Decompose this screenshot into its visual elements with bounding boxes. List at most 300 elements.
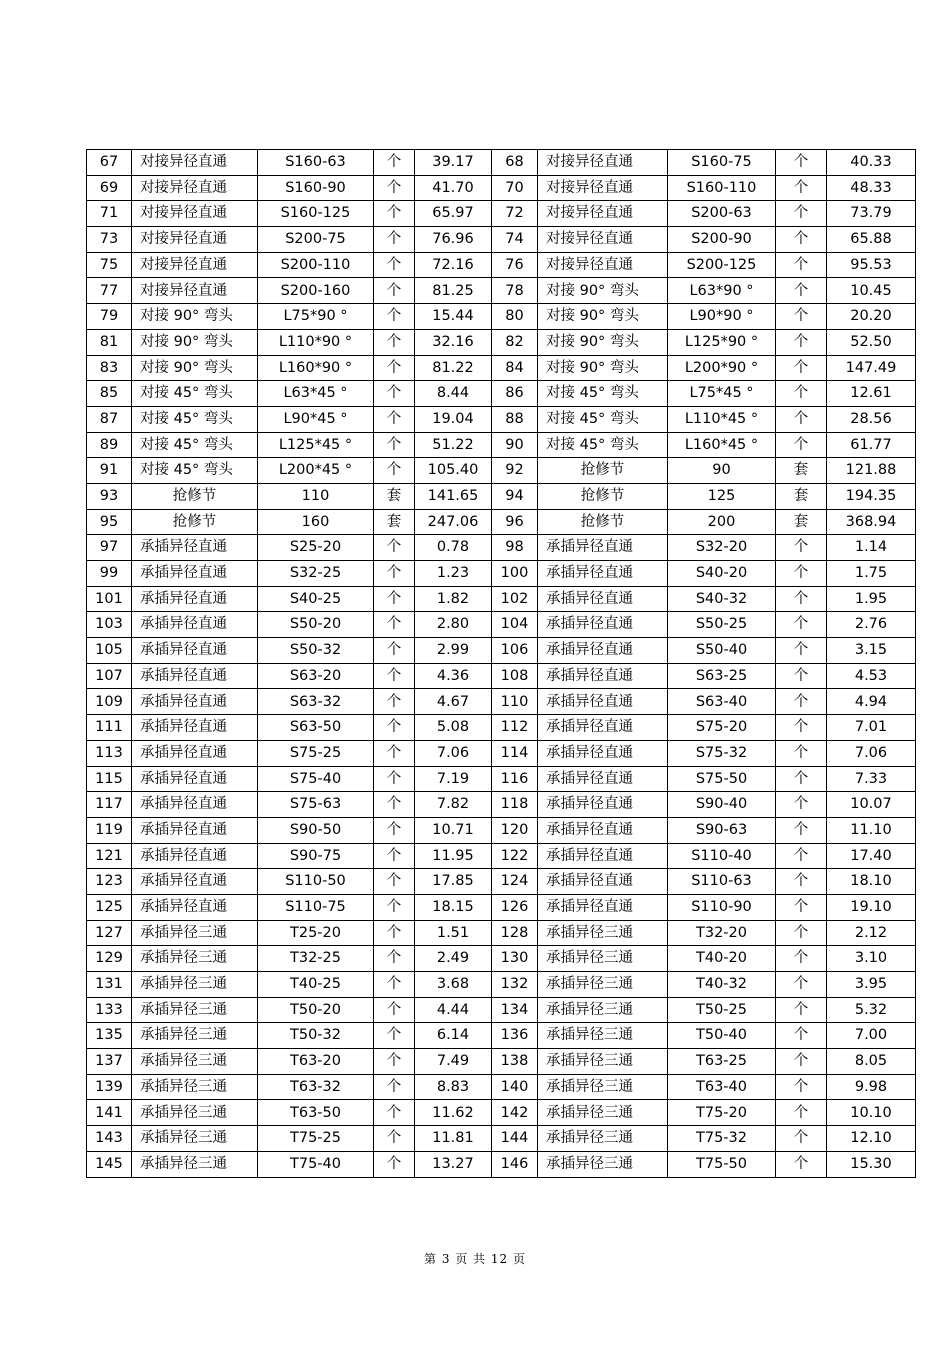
cell-no: 134	[492, 997, 538, 1023]
table-row	[87, 201, 916, 227]
table-row	[87, 894, 916, 920]
cell-spec: S110-63	[668, 869, 776, 895]
cell-name: 承插异径三通	[538, 1126, 668, 1152]
cell-spec: L110*90 °	[258, 329, 374, 355]
cell-name: 承插异径直通	[538, 843, 668, 869]
cell-spec: S160-110	[668, 175, 776, 201]
cell-spec: T63-40	[668, 1074, 776, 1100]
cell-price: 1.82	[415, 586, 492, 612]
cell-name: 承插异径三通	[132, 946, 258, 972]
cell-spec: S50-40	[668, 638, 776, 664]
cell-unit: 套	[776, 483, 827, 509]
cell-unit: 个	[776, 355, 827, 381]
cell-name: 承插异径直通	[132, 535, 258, 561]
cell-no: 69	[87, 175, 132, 201]
cell-spec: 160	[258, 509, 374, 535]
table-row	[87, 1049, 916, 1075]
cell-price: 65.88	[827, 227, 916, 253]
cell-price: 7.19	[415, 766, 492, 792]
table-row	[87, 638, 916, 664]
cell-unit: 个	[776, 1023, 827, 1049]
cell-price: 4.94	[827, 689, 916, 715]
cell-name: 承插异径直通	[538, 663, 668, 689]
cell-unit: 个	[374, 329, 415, 355]
cell-unit: 个	[374, 304, 415, 330]
cell-price: 5.08	[415, 715, 492, 741]
cell-unit: 个	[374, 869, 415, 895]
cell-unit: 个	[374, 150, 415, 176]
cell-spec: T75-20	[668, 1100, 776, 1126]
cell-unit: 套	[776, 509, 827, 535]
cell-unit: 个	[776, 175, 827, 201]
cell-unit: 个	[374, 920, 415, 946]
cell-spec: S160-125	[258, 201, 374, 227]
table-row	[87, 483, 916, 509]
cell-no: 118	[492, 792, 538, 818]
cell-name: 承插异径三通	[132, 1100, 258, 1126]
cell-unit: 个	[374, 1100, 415, 1126]
cell-no: 75	[87, 252, 132, 278]
cell-name: 承插异径直通	[132, 843, 258, 869]
cell-price: 7.82	[415, 792, 492, 818]
cell-unit: 个	[374, 715, 415, 741]
cell-unit: 个	[374, 946, 415, 972]
cell-spec: S40-32	[668, 586, 776, 612]
table-row	[87, 689, 916, 715]
cell-price: 10.10	[827, 1100, 916, 1126]
cell-price: 147.49	[827, 355, 916, 381]
cell-spec: 90	[668, 458, 776, 484]
cell-name: 对接 90° 弯头	[538, 304, 668, 330]
cell-name: 抢修节	[538, 483, 668, 509]
cell-name: 对接异径直通	[132, 252, 258, 278]
cell-no: 72	[492, 201, 538, 227]
cell-unit: 个	[776, 406, 827, 432]
cell-name: 承插异径三通	[132, 972, 258, 998]
cell-unit: 个	[374, 1151, 415, 1177]
cell-price: 76.96	[415, 227, 492, 253]
cell-name: 对接 90° 弯头	[538, 329, 668, 355]
cell-price: 11.62	[415, 1100, 492, 1126]
cell-no: 106	[492, 638, 538, 664]
cell-spec: S40-25	[258, 586, 374, 612]
cell-price: 2.12	[827, 920, 916, 946]
cell-no: 93	[87, 483, 132, 509]
cell-spec: T32-25	[258, 946, 374, 972]
cell-price: 11.10	[827, 817, 916, 843]
cell-unit: 个	[776, 304, 827, 330]
table-row	[87, 278, 916, 304]
cell-spec: S200-63	[668, 201, 776, 227]
cell-spec: S63-25	[668, 663, 776, 689]
table-row	[87, 509, 916, 535]
cell-no: 97	[87, 535, 132, 561]
cell-unit: 套	[374, 483, 415, 509]
cell-price: 17.85	[415, 869, 492, 895]
cell-unit: 个	[374, 689, 415, 715]
cell-price: 0.78	[415, 535, 492, 561]
cell-no: 86	[492, 381, 538, 407]
cell-unit: 个	[776, 278, 827, 304]
cell-unit: 个	[776, 535, 827, 561]
cell-no: 71	[87, 201, 132, 227]
cell-spec: S160-75	[668, 150, 776, 176]
cell-name: 对接异径直通	[538, 252, 668, 278]
cell-spec: S90-75	[258, 843, 374, 869]
cell-no: 102	[492, 586, 538, 612]
cell-spec: L160*90 °	[258, 355, 374, 381]
cell-no: 143	[87, 1126, 132, 1152]
table-row	[87, 663, 916, 689]
cell-price: 121.88	[827, 458, 916, 484]
table-row	[87, 792, 916, 818]
cell-price: 3.15	[827, 638, 916, 664]
cell-price: 65.97	[415, 201, 492, 227]
cell-unit: 个	[776, 329, 827, 355]
cell-spec: L75*45 °	[668, 381, 776, 407]
cell-spec: S40-20	[668, 561, 776, 587]
cell-price: 6.14	[415, 1023, 492, 1049]
cell-name: 承插异径三通	[538, 1151, 668, 1177]
cell-price: 1.95	[827, 586, 916, 612]
table-row	[87, 869, 916, 895]
cell-name: 承插异径直通	[132, 689, 258, 715]
cell-price: 4.36	[415, 663, 492, 689]
cell-price: 368.94	[827, 509, 916, 535]
cell-no: 122	[492, 843, 538, 869]
cell-name: 对接 90° 弯头	[132, 355, 258, 381]
cell-spec: S50-20	[258, 612, 374, 638]
cell-spec: S110-40	[668, 843, 776, 869]
cell-name: 承插异径直通	[132, 792, 258, 818]
cell-no: 123	[87, 869, 132, 895]
cell-price: 81.22	[415, 355, 492, 381]
cell-no: 108	[492, 663, 538, 689]
cell-no: 145	[87, 1151, 132, 1177]
cell-unit: 个	[374, 458, 415, 484]
cell-spec: S200-110	[258, 252, 374, 278]
table-row	[87, 1023, 916, 1049]
cell-price: 15.44	[415, 304, 492, 330]
cell-price: 12.10	[827, 1126, 916, 1152]
cell-name: 对接异径直通	[132, 175, 258, 201]
cell-unit: 个	[374, 252, 415, 278]
cell-unit: 个	[776, 612, 827, 638]
cell-spec: S50-25	[668, 612, 776, 638]
cell-unit: 个	[776, 586, 827, 612]
table-row	[87, 458, 916, 484]
cell-spec: S75-40	[258, 766, 374, 792]
cell-price: 7.06	[827, 740, 916, 766]
cell-price: 4.44	[415, 997, 492, 1023]
cell-no: 117	[87, 792, 132, 818]
cell-name: 承插异径三通	[538, 1074, 668, 1100]
cell-unit: 个	[374, 792, 415, 818]
cell-name: 承插异径直通	[538, 766, 668, 792]
cell-name: 抢修节	[538, 509, 668, 535]
cell-name: 对接异径直通	[538, 175, 668, 201]
cell-price: 10.71	[415, 817, 492, 843]
cell-unit: 个	[374, 278, 415, 304]
cell-spec: S75-20	[668, 715, 776, 741]
cell-price: 2.99	[415, 638, 492, 664]
cell-no: 119	[87, 817, 132, 843]
cell-name: 承插异径三通	[538, 972, 668, 998]
cell-no: 73	[87, 227, 132, 253]
cell-no: 77	[87, 278, 132, 304]
cell-spec: L63*90 °	[668, 278, 776, 304]
cell-price: 3.95	[827, 972, 916, 998]
cell-spec: S110-75	[258, 894, 374, 920]
cell-no: 68	[492, 150, 538, 176]
cell-spec: L110*45 °	[668, 406, 776, 432]
cell-no: 80	[492, 304, 538, 330]
cell-price: 73.79	[827, 201, 916, 227]
cell-unit: 个	[374, 175, 415, 201]
cell-price: 4.67	[415, 689, 492, 715]
cell-unit: 个	[776, 792, 827, 818]
cell-spec: L125*90 °	[668, 329, 776, 355]
cell-name: 承插异径直通	[132, 740, 258, 766]
cell-spec: S160-90	[258, 175, 374, 201]
cell-unit: 个	[776, 740, 827, 766]
cell-name: 承插异径直通	[538, 894, 668, 920]
cell-name: 承插异径直通	[538, 561, 668, 587]
cell-price: 81.25	[415, 278, 492, 304]
cell-spec: L200*45 °	[258, 458, 374, 484]
cell-unit: 个	[374, 1074, 415, 1100]
cell-spec: T75-25	[258, 1126, 374, 1152]
cell-spec: S75-50	[668, 766, 776, 792]
cell-name: 承插异径直通	[538, 817, 668, 843]
cell-no: 79	[87, 304, 132, 330]
cell-name: 对接 90° 弯头	[132, 329, 258, 355]
cell-price: 2.49	[415, 946, 492, 972]
cell-name: 承插异径直通	[132, 715, 258, 741]
cell-name: 承插异径直通	[538, 612, 668, 638]
cell-price: 13.27	[415, 1151, 492, 1177]
cell-price: 19.04	[415, 406, 492, 432]
cell-unit: 个	[374, 612, 415, 638]
cell-spec: S32-20	[668, 535, 776, 561]
cell-no: 94	[492, 483, 538, 509]
cell-price: 19.10	[827, 894, 916, 920]
cell-unit: 个	[374, 227, 415, 253]
cell-no: 139	[87, 1074, 132, 1100]
cell-name: 对接异径直通	[132, 150, 258, 176]
table-row	[87, 227, 916, 253]
cell-unit: 个	[374, 766, 415, 792]
cell-unit: 个	[776, 252, 827, 278]
cell-name: 承插异径三通	[132, 1049, 258, 1075]
cell-spec: T63-32	[258, 1074, 374, 1100]
cell-name: 对接 45° 弯头	[538, 406, 668, 432]
cell-no: 112	[492, 715, 538, 741]
cell-price: 52.50	[827, 329, 916, 355]
cell-name: 对接异径直通	[132, 227, 258, 253]
cell-no: 82	[492, 329, 538, 355]
cell-no: 128	[492, 920, 538, 946]
cell-spec: T50-25	[668, 997, 776, 1023]
cell-no: 142	[492, 1100, 538, 1126]
cell-name: 承插异径直通	[132, 561, 258, 587]
cell-name: 承插异径三通	[132, 1023, 258, 1049]
cell-name: 承插异径直通	[538, 792, 668, 818]
cell-no: 109	[87, 689, 132, 715]
cell-price: 7.01	[827, 715, 916, 741]
table-row	[87, 715, 916, 741]
cell-no: 70	[492, 175, 538, 201]
cell-unit: 个	[374, 201, 415, 227]
cell-no: 114	[492, 740, 538, 766]
cell-no: 95	[87, 509, 132, 535]
table-row	[87, 997, 916, 1023]
cell-no: 125	[87, 894, 132, 920]
cell-spec: S63-20	[258, 663, 374, 689]
cell-name: 承插异径直通	[538, 535, 668, 561]
cell-unit: 个	[374, 1049, 415, 1075]
table-row	[87, 1074, 916, 1100]
cell-no: 107	[87, 663, 132, 689]
cell-unit: 个	[374, 663, 415, 689]
cell-unit: 个	[374, 561, 415, 587]
table-row	[87, 252, 916, 278]
cell-spec: S90-40	[668, 792, 776, 818]
cell-price: 7.49	[415, 1049, 492, 1075]
table-row	[87, 1100, 916, 1126]
cell-unit: 个	[776, 1126, 827, 1152]
cell-no: 96	[492, 509, 538, 535]
cell-unit: 套	[776, 458, 827, 484]
cell-unit: 个	[374, 355, 415, 381]
cell-unit: 个	[776, 869, 827, 895]
cell-unit: 个	[776, 1049, 827, 1075]
cell-no: 78	[492, 278, 538, 304]
cell-unit: 个	[374, 817, 415, 843]
cell-spec: T75-32	[668, 1126, 776, 1152]
cell-no: 81	[87, 329, 132, 355]
cell-no: 110	[492, 689, 538, 715]
cell-no: 92	[492, 458, 538, 484]
cell-price: 105.40	[415, 458, 492, 484]
cell-price: 41.70	[415, 175, 492, 201]
cell-unit: 个	[776, 946, 827, 972]
cell-unit: 个	[776, 561, 827, 587]
cell-no: 116	[492, 766, 538, 792]
cell-no: 83	[87, 355, 132, 381]
cell-price: 17.40	[827, 843, 916, 869]
cell-price: 48.33	[827, 175, 916, 201]
cell-no: 101	[87, 586, 132, 612]
cell-spec: T32-20	[668, 920, 776, 946]
cell-no: 99	[87, 561, 132, 587]
cell-price: 10.45	[827, 278, 916, 304]
cell-price: 7.00	[827, 1023, 916, 1049]
cell-no: 133	[87, 997, 132, 1023]
cell-no: 100	[492, 561, 538, 587]
cell-name: 对接 45° 弯头	[132, 458, 258, 484]
cell-spec: S200-75	[258, 227, 374, 253]
table-row	[87, 150, 916, 176]
cell-name: 承插异径三通	[132, 920, 258, 946]
cell-spec: S90-50	[258, 817, 374, 843]
cell-spec: L200*90 °	[668, 355, 776, 381]
cell-spec: S110-90	[668, 894, 776, 920]
cell-name: 承插异径直通	[538, 715, 668, 741]
cell-spec: S200-160	[258, 278, 374, 304]
cell-name: 承插异径三通	[538, 920, 668, 946]
cell-name: 承插异径三通	[538, 946, 668, 972]
cell-no: 103	[87, 612, 132, 638]
cell-spec: L160*45 °	[668, 432, 776, 458]
table-row	[87, 432, 916, 458]
cell-name: 承插异径直通	[538, 586, 668, 612]
cell-price: 20.20	[827, 304, 916, 330]
cell-unit: 个	[374, 972, 415, 998]
table-row	[87, 381, 916, 407]
cell-name: 对接异径直通	[132, 201, 258, 227]
cell-no: 115	[87, 766, 132, 792]
table-row	[87, 586, 916, 612]
table-row	[87, 817, 916, 843]
cell-name: 对接 45° 弯头	[132, 432, 258, 458]
cell-spec: S75-25	[258, 740, 374, 766]
cell-no: 85	[87, 381, 132, 407]
cell-unit: 个	[374, 381, 415, 407]
cell-no: 135	[87, 1023, 132, 1049]
table-row	[87, 355, 916, 381]
cell-unit: 个	[776, 638, 827, 664]
cell-name: 承插异径三通	[132, 1126, 258, 1152]
cell-unit: 个	[374, 432, 415, 458]
cell-spec: S75-32	[668, 740, 776, 766]
cell-no: 88	[492, 406, 538, 432]
cell-name: 抢修节	[132, 509, 258, 535]
cell-unit: 个	[776, 894, 827, 920]
cell-spec: L90*45 °	[258, 406, 374, 432]
cell-no: 87	[87, 406, 132, 432]
cell-unit: 个	[374, 406, 415, 432]
cell-unit: 个	[374, 740, 415, 766]
cell-price: 11.81	[415, 1126, 492, 1152]
cell-spec: S25-20	[258, 535, 374, 561]
cell-spec: S200-90	[668, 227, 776, 253]
table-row	[87, 740, 916, 766]
cell-price: 3.68	[415, 972, 492, 998]
cell-price: 40.33	[827, 150, 916, 176]
cell-spec: L125*45 °	[258, 432, 374, 458]
cell-unit: 个	[374, 843, 415, 869]
cell-unit: 个	[374, 1126, 415, 1152]
cell-no: 120	[492, 817, 538, 843]
cell-name: 承插异径三通	[538, 1023, 668, 1049]
cell-price: 18.10	[827, 869, 916, 895]
cell-no: 140	[492, 1074, 538, 1100]
cell-no: 124	[492, 869, 538, 895]
table-row	[87, 972, 916, 998]
table-row	[87, 1151, 916, 1177]
cell-spec: T50-20	[258, 997, 374, 1023]
cell-name: 承插异径直通	[132, 894, 258, 920]
cell-name: 抢修节	[538, 458, 668, 484]
cell-spec: S50-32	[258, 638, 374, 664]
cell-unit: 个	[776, 972, 827, 998]
cell-no: 141	[87, 1100, 132, 1126]
cell-price: 10.07	[827, 792, 916, 818]
cell-spec: T40-20	[668, 946, 776, 972]
cell-no: 111	[87, 715, 132, 741]
cell-price: 2.80	[415, 612, 492, 638]
